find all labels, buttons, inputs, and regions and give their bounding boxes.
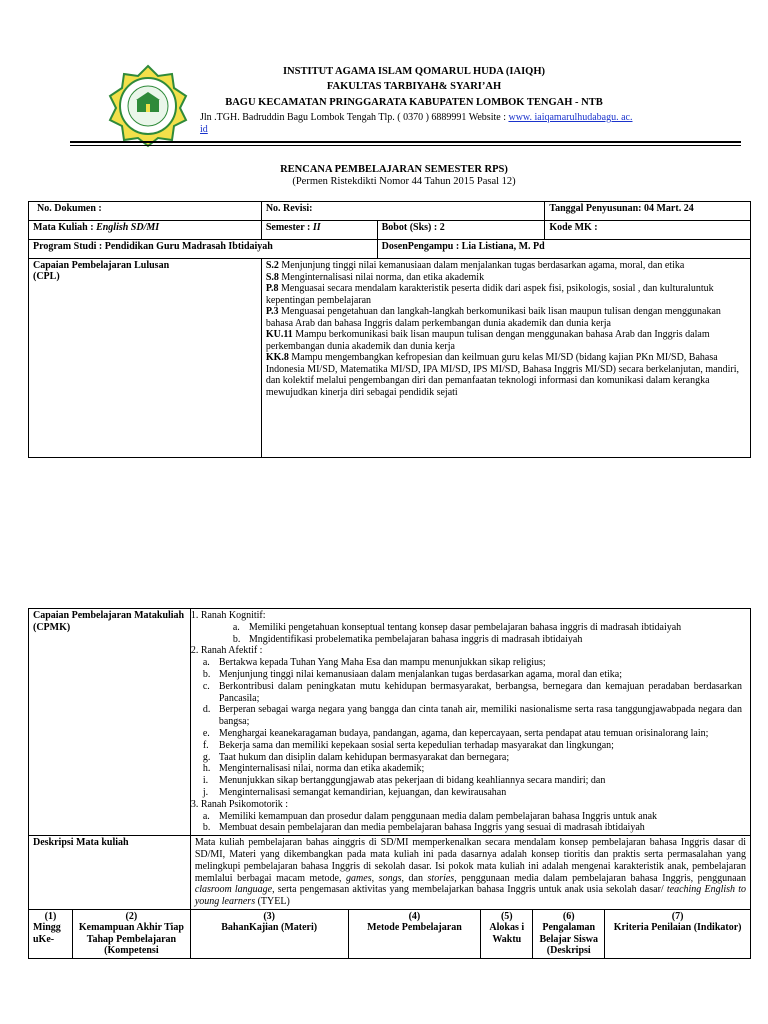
course-info-table: [28, 201, 751, 458]
cpmk-table: [28, 608, 751, 959]
institution-location: BAGU KECAMATAN PRINGGARATA KABUPATEN LOMBOK TENGAH - NTB: [225, 97, 603, 108]
list-text: Berperan sebagai warga negara yang bangga dan cinta tanah air, memiliki nasionalisme serta rasa tanggungjawabpada negara dan bangsa;: [218, 704, 742, 728]
column-number: (7): [671, 910, 684, 922]
cpl-code: KU.11: [265, 329, 293, 340]
semester: [261, 221, 377, 240]
list-text: Membuat desain pembelajaran dan media pembelajaran bahasa Inggris yang sesuai di madrasah ibtidaiyah: [218, 822, 645, 834]
list-marker: a.: [202, 657, 210, 669]
column-header: [29, 909, 73, 958]
list-text: Bekerja sama dan memiliki kepekaan sosial serta kepedulian terhadap masyarakat dan lingkungan;: [218, 739, 614, 751]
list-marker: c.: [202, 680, 210, 692]
cpl-text: Mampu mengembangkan kefropesian dan keilmuan guru kelas MI/SD (bidang kajian PKn MI/SD, Bahasa Indonesia MI/SD, Matematika MI/SD, IPA MI/SD, IPS MI/SD, Bahasa Inggris MI/SD) secara berkelanjutan, mandiri, dan kolektif melalui pengembangan diri dan pemanfaatan teknologi informasi dan komunikasi dalam kerangka mewujudkan kinerja diri sebagai pendidik sejati: [265, 352, 739, 398]
header-rule-thick: [70, 141, 741, 143]
cpl-code: S.8: [265, 271, 279, 283]
document-title: RENCANA PEMBELAJARAN SEMESTER RPS): [280, 164, 508, 175]
document-subtitle: (Permen Ristekdikti Nomor 44 Tahun 2015 Pasal 12): [292, 176, 516, 187]
cpl-label: [29, 259, 262, 458]
description-italic: clasroom language: [194, 884, 273, 896]
description-italic: stories: [427, 872, 455, 884]
description-text: , dan: [401, 872, 428, 884]
cpl-content: [261, 259, 750, 458]
cpl-text: Mampu berkomunikasi baik lisan maupun tulisan dengan menggunakan bahasa Arab dan Inggris dalam perkembangan dunia akademik dan dunia kerja: [265, 329, 710, 352]
description-text: (TYEL): [255, 896, 290, 908]
description-text: ,: [371, 872, 379, 884]
list-item: [191, 775, 742, 787]
schedule-header-row: [29, 909, 751, 958]
list-item: [191, 657, 742, 669]
course-code: Kode MK :: [545, 221, 751, 240]
cpl-item: [266, 283, 746, 306]
cpl-text: Menguasai pengetahuan dan langkah-langkah berkomunikasi baik lisan maupun tulisan dengan menggunakan bahasa Arab dan bahasa Inggris dalam perkembangan dunia akademik dan dunia kerja: [265, 306, 721, 329]
cpl-item: [266, 352, 746, 398]
list-text: Bertakwa kepada Tuhan Yang Maha Esa dan mampu menunjukkan sikap religius;: [218, 657, 546, 669]
psikomotorik-title: 3. Ranah Psikomotorik :: [190, 798, 289, 810]
list-marker: h.: [202, 763, 211, 775]
column-label: Mingg uKe-: [33, 922, 61, 945]
list-text: Menjunjung tinggi nilai kemanusiaan dalam menjalankan tugas berdasarkan agama, moral dan etika;: [218, 668, 623, 680]
column-header: [190, 909, 348, 958]
list-item: [191, 787, 742, 799]
cpl-code: S.2: [265, 260, 279, 271]
revision-number: No. Revisi:: [261, 202, 545, 221]
column-label: Alokas i Waktu: [489, 922, 525, 945]
column-header: [348, 909, 481, 958]
column-number: (3): [263, 910, 275, 922]
list-item: [191, 681, 742, 705]
cpl-item: [266, 260, 746, 272]
cpl-code: P.3: [265, 306, 279, 317]
description-italic: songs: [378, 872, 402, 884]
description-label: Deskripsi Mata kuliah: [29, 836, 191, 910]
cpl-text: Menguasai secara mendalam karakteristik peserta didik dari aspek fisi, psikologis, sosial , dan kulturaluntuk kepentingan pembelajaran: [265, 283, 714, 306]
list-item: [191, 728, 742, 740]
list-text: Menginternalisasi semangat kemandirian, kejuangan, dan kewirausahan: [218, 786, 507, 798]
website-link[interactable]: www. iaiqamarulhudabagu. ac.: [508, 112, 633, 123]
list-item: [191, 811, 746, 823]
list-item: [191, 704, 742, 728]
list-text: Mngidentifikasi probelematika pembelajaran bahasa inggris di madrasah ibtidaiyah: [248, 633, 583, 645]
description-italic: games: [346, 872, 372, 884]
course-name: [29, 221, 262, 240]
column-number: (4): [408, 910, 421, 922]
cpmk-content: [190, 609, 750, 836]
list-text: Menghargai keanekaragaman budaya, pandangan, agama, dan kepercayaan, serta pendapat atau temuan orisinalorang lain;: [218, 727, 709, 739]
institution-name: INSTITUT AGAMA ISLAM QOMARUL HUDA (IAIQH): [282, 66, 546, 77]
description-content: [190, 836, 750, 910]
cpl-code: KK.8: [265, 352, 289, 363]
cpl-item: [266, 329, 746, 352]
list-text: Taat hukum dan disiplin dalam kehidupan bermasyarakat dan bernegara;: [218, 751, 510, 763]
course-name-value: English SD/MI: [96, 222, 160, 233]
column-number: (6): [562, 910, 575, 922]
column-label: Kemampuan Akhir Tiap Tahap Pembelajaran (Kompetensi: [78, 922, 184, 957]
list-item: [221, 622, 746, 634]
list-text: Berkontribusi dalam peningkatan mutu kehidupan bermasyarakat, berbangsa, bernegara dan kemajuan peradaban berdasarkan Pancasila;: [218, 680, 742, 704]
psikomotorik-list: [191, 811, 746, 835]
list-item: [191, 763, 742, 775]
address-line: [200, 112, 720, 136]
list-item: [191, 740, 742, 752]
address-text: Jln .TGH. Badruddin Bagu Lombok Tengah Tlp. ( 0370 ) 6889991 Website :: [200, 112, 509, 123]
description-text: Mata kuliah pembelajaran bahas ainggris di SD/MI memperkenalkan secara mendalam konsep pembelajaran bahasa Inggris dasar di SD/MI, Materi yang dikembangkan pada mata kuliah ini pada dasarnya adalah konsep tioritis dan praktis serta permasalahan yang melingkupi pembelajaran bahasa Inggris di sekolah dasar. Isi pokok mata kuliah ini adalah mengenai karakteristik anak, pembelajaran memlalui berbagai macam metode,: [194, 837, 746, 884]
description-text: , penggunaan media dalam pembelajaran bahasa Inggris, penggunaan: [454, 872, 746, 884]
column-label: BahanKajian (Materi): [221, 922, 318, 934]
list-marker: b.: [232, 633, 241, 645]
cpmk-label: Capaian Pembelajaran Matakuliah (CPMK): [29, 609, 191, 836]
document-number: No. Dokumen :: [29, 202, 262, 221]
column-label: Pengalaman Belajar Siswa (Deskripsi: [539, 922, 598, 957]
list-marker: j.: [202, 786, 209, 798]
afektif-list: [191, 657, 746, 799]
list-text: Menginternalisasi nilai, norma dan etika akademik;: [218, 763, 425, 775]
list-item: [191, 822, 746, 834]
column-number: (5): [500, 910, 513, 922]
column-header: [72, 909, 190, 958]
list-marker: d.: [202, 704, 211, 716]
website-link-continued[interactable]: id: [200, 124, 208, 135]
lecturer: DosenPengampu : Lia Listiana, M. Pd: [377, 240, 750, 259]
column-header: [481, 909, 533, 958]
cpl-text: Menginternalisasi nilai norma, dan etika akademik: [278, 271, 485, 283]
description-italic: teaching English to young learners: [194, 884, 746, 908]
afektif-title: 2. Ranah Afektif :: [190, 645, 263, 657]
cpl-text: Menjunjung tinggi nilai kemanusiaan dalam menjalankan tugas berdasarkan agama, moral, dan etika: [278, 260, 685, 271]
list-text: Memiliki pengetahuan konseptual tentang konsep dasar pembelajaran bahasa inggris di madrasah ibtidaiyah: [248, 621, 682, 633]
column-number: (1): [44, 910, 57, 922]
semester-value: II: [312, 222, 321, 233]
column-number: (2): [125, 910, 138, 922]
faculty-name: FAKULTAS TARBIYAH& SYARI’AH: [326, 81, 502, 92]
credit-weight: Bobot (Sks) : 2: [377, 221, 545, 240]
list-marker: b.: [202, 822, 211, 834]
list-item: [191, 752, 742, 764]
list-marker: a.: [202, 810, 210, 822]
list-marker: b.: [202, 668, 211, 680]
list-text: Memiliki kemampuan dan prosedur dalam penggunaan media dalam pembelajaran bahasa Inggris untuk anak: [218, 810, 658, 822]
cpl-item: [266, 272, 746, 284]
column-label: Metode Pembelajaran: [367, 922, 462, 934]
list-marker: a.: [232, 621, 240, 633]
cpl-item: [266, 306, 746, 329]
header-rule-thin: [70, 145, 741, 146]
list-marker: f.: [202, 739, 209, 751]
list-marker: e.: [202, 727, 210, 739]
list-item: [191, 669, 742, 681]
list-item: [221, 634, 746, 646]
list-marker: i.: [202, 775, 209, 787]
column-header: [533, 909, 605, 958]
study-program: Program Studi : Pendidikan Guru Madrasah Ibtidaiyah: [29, 240, 378, 259]
kognitif-title: 1. Ranah Kognitif:: [190, 610, 266, 621]
kognitif-list: [191, 622, 746, 646]
cpl-code: P.8: [265, 283, 279, 294]
list-text: Menunjukkan sikap bertanggungjawab atas pekerjaan di bidang keahliannya secara mandiri; dan: [218, 775, 606, 787]
column-header: [605, 909, 751, 958]
course-name-label: Mata Kuliah :: [33, 222, 97, 233]
description-text: , serta pengemasan aktivitas yang membelajarkan bahasa Inggris untuk anak usia sekolah dasar/: [272, 884, 667, 896]
cpl-label-text: Capaian Pembelajaran Lulusan (CPL): [33, 260, 170, 282]
date-compiled: Tanggal Penyusunan: 04 Mart. 24: [545, 202, 751, 221]
column-label: Kriteria Penilaian (Indikator): [613, 922, 742, 934]
list-marker: g.: [202, 751, 211, 763]
semester-label: Semester :: [265, 222, 313, 233]
